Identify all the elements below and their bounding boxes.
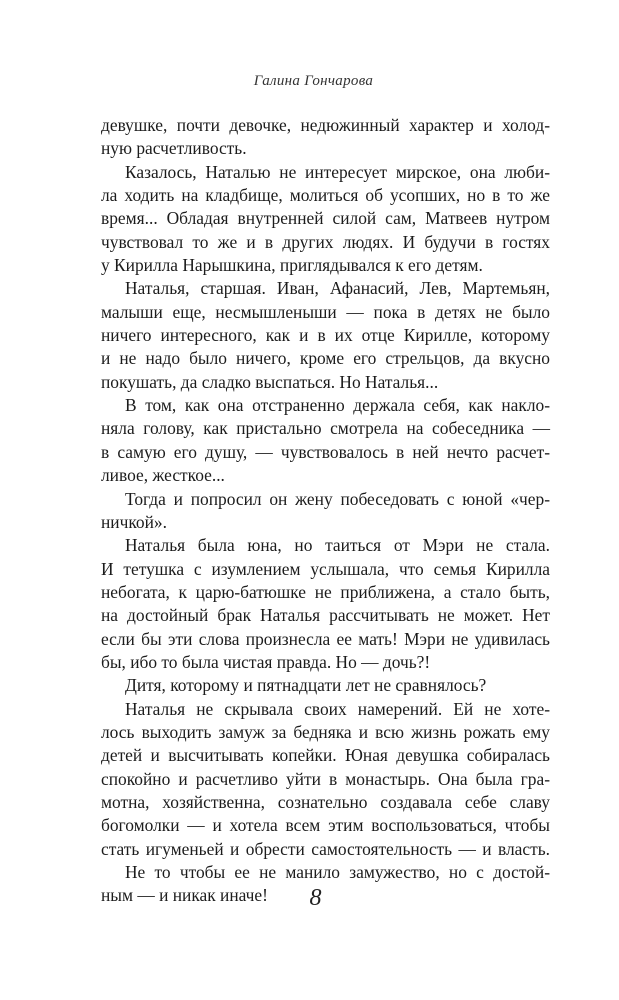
text-line: у Кирилла Нарышкина, приглядывался к его детям. bbox=[101, 255, 483, 276]
text-line: бы, ибо то была чистая правда. Но — дочь?! bbox=[101, 651, 431, 672]
text-line: лось выходить замуж за бедняка и всю жизнь рожать ему bbox=[101, 721, 550, 742]
text-line: Наталья, старшая. Иван, Афанасий, Лев, Мартемьян, bbox=[125, 278, 550, 299]
text-line: и не надо было ничего, кроме его стрельцов, да вкусно bbox=[101, 348, 550, 369]
text-line: ную расчетливость. bbox=[101, 138, 247, 159]
text-line: Тогда и попросил он жену побеседовать с юной «чер- bbox=[125, 488, 550, 509]
text-line: небогата, к царю-батюшке не приближена, а стало быть, bbox=[101, 581, 550, 602]
text-line: Наталья была юна, но таиться от Мэри не стала. bbox=[125, 535, 550, 556]
text-line: ным — и никак иначе! bbox=[101, 885, 268, 906]
text-line: Наталья не скрывала своих намерений. Ей не хоте- bbox=[125, 698, 550, 719]
text-line: детей и высчитывать копейки. Юная девушка собиралась bbox=[101, 745, 550, 766]
page-number: 8 bbox=[309, 885, 322, 911]
text-line: чувствовал то же и в других людях. И будучи в гостях bbox=[101, 231, 550, 252]
text-line: ничего интересного, как и в их отце Кирилле, которому bbox=[101, 325, 550, 346]
text-line: в самую его душу, — чувствовалось в ней нечто расчет- bbox=[101, 441, 550, 462]
text-line: если бы эти слова произнесла ее мать! Мэри не удивилась bbox=[101, 628, 550, 649]
text-line: Дитя, которому и пятнадцати лет не сравнялось? bbox=[125, 675, 487, 696]
text-line: время... Обладая внутренней силой сам, Матвеев нутром bbox=[101, 208, 550, 229]
text-line: В том, как она отстраненно держала себя, как накло- bbox=[125, 395, 550, 416]
text-line: няла голову, как пристально смотрела на собеседника — bbox=[101, 418, 550, 439]
text-line: И тетушка с изумлением услышала, что семья Кирилла bbox=[101, 558, 550, 579]
text-line: спокойно и расчетливо уйти в монастырь. Она была гра- bbox=[101, 768, 550, 789]
text-line: ливое, жесткое... bbox=[101, 465, 225, 486]
body-text bbox=[101, 114, 550, 908]
text-line: покушать, да сладко выспаться. Но Наталья... bbox=[101, 371, 439, 392]
text-line: на достойный брак Наталья рассчитывать не может. Нет bbox=[101, 605, 550, 626]
text-line: мотна, хозяйственна, сознательно создавала себе славу bbox=[101, 791, 550, 812]
running-head-author: Галина Гончарова bbox=[253, 73, 374, 89]
text-line: ничкой». bbox=[101, 511, 167, 532]
text-line: девушке, почти девочке, недюжинный характер и холод- bbox=[101, 115, 550, 135]
text-line: Не то чтобы ее не манило замужество, но с достой- bbox=[125, 862, 550, 882]
text-line: Казалось, Наталью не интересует мирское, она люби- bbox=[125, 161, 550, 182]
text-line: богомолки — и хотела всем этим воспользоваться, чтобы bbox=[101, 815, 550, 836]
text-line: малыши еще, несмышленыши — пока в детях не было bbox=[101, 301, 550, 322]
text-line: ла ходить на кладбище, молиться об усопших, но в то же bbox=[101, 185, 550, 206]
text-line: стать игуменьей и обрести самостоятельность — и власть. bbox=[101, 838, 550, 859]
